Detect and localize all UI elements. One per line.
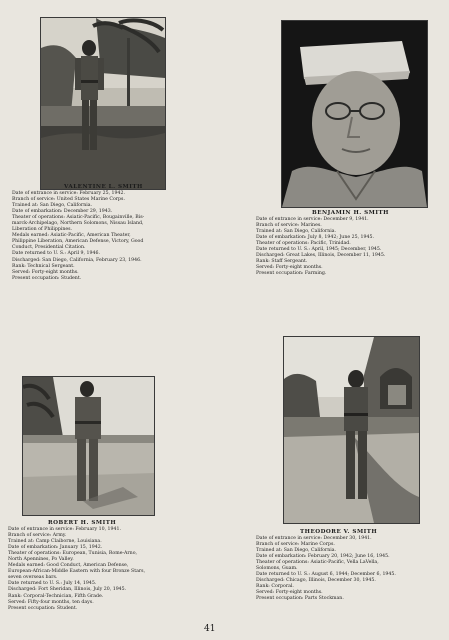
record-line: Date returned to U. S.: July 14, 1945. (8, 581, 97, 587)
record-line: Rank: Technical Sergeant. (12, 263, 75, 269)
record-line: Present occupation: Student. (12, 275, 82, 281)
record-line: Date of entrance in service: February 10, 1941. (8, 527, 121, 532)
record-line: Date returned to U. S.: April 9, 1946. (12, 251, 100, 257)
record-line: Discharged: San Diego, California, February 23, 1946. (12, 257, 142, 263)
record-line: Discharged: Chicago, Illinois, December 30, 1945. (256, 578, 376, 584)
service-record (256, 217, 446, 277)
portrait-photo-robert-smith (22, 376, 155, 516)
record-line: Date of embarkation: February 20, 1942; June 16, 1945. (256, 554, 390, 560)
record-line: Date of embarkation: July 8, 1942; June 25, 1945. (256, 235, 374, 241)
record-line: Branch of service: Marine Corps. (256, 542, 335, 548)
record-line: Solomons, Guam. (256, 566, 298, 572)
record-line: Rank: Corporal-Technician, Fifth Grade. (8, 593, 104, 599)
record-line: Rank: Corporal. (256, 584, 294, 590)
record-line: Served: Forty-eight months. (256, 590, 323, 596)
record-line: Theater of operations: European, Tunisia, Rome-Arno, (8, 551, 138, 557)
record-line: Date returned to U. S.: August 6, 1944; December 6, 1945. (256, 572, 396, 578)
record-line: Date of entrance in service: December 9, 1941. (256, 217, 369, 222)
record-line: marck-Archipelago, Northern Solomons, Nissau Island, (12, 221, 144, 227)
record-line: Branch of service: Marines. (256, 223, 322, 229)
record-line: Philippine Liberation, American Defense, Victory, Good (12, 239, 144, 245)
record-line: Date of embarkation: December 29, 1943. (12, 209, 113, 215)
record-line: Present occupation: Farming. (256, 271, 327, 277)
record-line: Present occupation: Student. (8, 605, 78, 611)
portrait-photo-valentine-smith (40, 17, 166, 190)
portrait-photo-theodore-smith (283, 336, 420, 524)
record-line: Date of entrance in service: December 30, 1941. (256, 536, 372, 541)
record-line: European-African-Middle Eastern with four Bronze Stars, (8, 569, 146, 575)
record-line: Theater of operations: Asiatic-Pacific, Vella LaVella, (256, 560, 379, 566)
record-line: Discharged: Fort Sheridan, Illinois, July 20, 1945. (8, 587, 127, 593)
record-line: Served: Forty-eight months. (256, 265, 323, 271)
record-line: Trained at: San Diego, California. (256, 229, 337, 235)
record-line: Branch of service: Army. (8, 533, 67, 539)
record-line: seven overseas bars. (8, 575, 58, 581)
page-number: 41 (204, 624, 216, 634)
soldier-name: VALENTINE L. SMITH (64, 184, 143, 190)
soldier-name: THEODORE V. SMITH (300, 529, 378, 535)
record-line: Liberation of Philippines. (12, 227, 73, 233)
record-line: Branch of service: United States Marine Corps. (12, 197, 125, 203)
record-line: Trained at: San Diego, California. (12, 203, 93, 209)
record-line: Medals earned: Good Conduct, American Defense, (8, 563, 129, 569)
record-line: Discharged: Great Lakes, Illinois, December 11, 1945. (256, 253, 386, 259)
portrait-photo-benjamin-smith (281, 20, 428, 208)
soldier-name: BENJAMIN H. SMITH (312, 210, 389, 216)
record-line: Served: Forty-eight months. (12, 269, 79, 275)
record-line: Rank: Staff Sergeant. (256, 259, 308, 265)
record-line: Served: Fifty-four months, ten days. (8, 599, 94, 605)
record-line: Trained at: San Diego, California. (256, 548, 337, 554)
record-line: Date of embarkation: January 15, 1942. (8, 545, 103, 551)
record-line: Medals earned: Asiatic-Pacific, American Theater, (12, 233, 131, 239)
service-record (8, 527, 213, 612)
record-line: Conduct, Presidential Citation. (12, 245, 86, 251)
record-line: Theater of operations: Pacific, Trinidad. (256, 241, 351, 247)
record-line: Present occupation: Parts Stockman. (256, 596, 344, 602)
record-line: North Apennines, Po Valley. (8, 557, 74, 563)
service-record (256, 536, 446, 603)
record-line: Date of entrance in service: February 25, 1942. (12, 191, 125, 196)
service-record (12, 191, 212, 282)
record-line: Date returned to U. S.: April, 1945; December, 1945. (256, 247, 382, 253)
record-line: Trained at: Camp Claiborne, Louisiana. (8, 539, 102, 545)
record-line: Theater of operations: Asiatic-Pacific, Bougainville, Bis- (12, 215, 145, 221)
soldier-name: ROBERT H. SMITH (48, 520, 117, 526)
